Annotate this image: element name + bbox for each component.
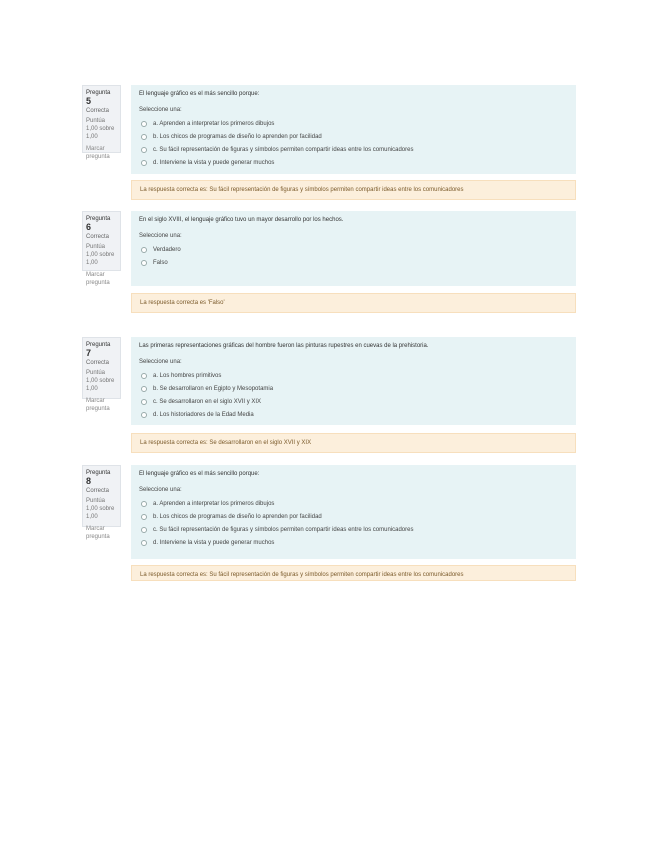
question-status: Correcta — [86, 360, 110, 366]
question-content — [131, 465, 576, 559]
radio-icon[interactable] — [141, 147, 147, 153]
radio-icon[interactable] — [141, 247, 147, 253]
feedback-box: La respuesta correcta es: Su fácil representación de figuras y símbolos permiten compartir ideas entre los comunicadores — [131, 565, 576, 581]
question-content — [131, 85, 576, 174]
question-text: El lenguaje gráfico es el más sencillo porque: — [139, 91, 260, 97]
answer-option[interactable]: a. Aprenden a interpretar los primeros dibujos — [139, 497, 568, 510]
question-text: Las primeras representaciones gráficas del hombre fueron las pinturas rupestres en cuevas de la prehistoria. — [139, 343, 429, 349]
answer-option[interactable]: b. Se desarrollaron en Egipto y Mesopotamia — [139, 382, 568, 395]
radio-icon[interactable] — [141, 412, 147, 418]
question-info — [82, 337, 121, 412]
question-content — [131, 337, 576, 425]
answer-option[interactable]: d. Los historiadores de la Edad Media — [139, 408, 568, 421]
question-number: Pregunta 5 — [86, 90, 111, 106]
answer-option[interactable]: Verdadero — [139, 243, 568, 256]
radio-icon[interactable] — [141, 540, 147, 546]
answer-option[interactable]: a. Los hombres primitivos — [139, 369, 568, 382]
feedback-box: La respuesta correcta es 'Falso' — [131, 293, 576, 313]
radio-icon[interactable] — [141, 260, 147, 266]
flag-question-link[interactable]: Marcar pregunta — [86, 526, 110, 540]
question-mark: Puntúa 1,00 sobre 1,00 — [86, 498, 115, 520]
question-number: Pregunta 8 — [86, 470, 111, 486]
question-status: Correcta — [86, 488, 110, 494]
question-text: El lenguaje gráfico es el más sencillo porque: — [139, 471, 260, 477]
radio-icon[interactable] — [141, 501, 147, 507]
answer-option[interactable]: c. Se desarrollaron en el siglo XVII y XIX — [139, 395, 568, 408]
radio-icon[interactable] — [141, 399, 147, 405]
radio-icon[interactable] — [141, 527, 147, 533]
flag-question-link[interactable]: Marcar pregunta — [86, 146, 110, 160]
flag-question-link[interactable]: Marcar pregunta — [86, 272, 110, 286]
question-prompt: Seleccione una: — [139, 233, 182, 239]
radio-icon[interactable] — [141, 121, 147, 127]
question-number: Pregunta 7 — [86, 342, 111, 358]
answer-option[interactable]: Falso — [139, 256, 568, 269]
feedback-box: La respuesta correcta es: Su fácil representación de figuras y símbolos permiten compartir ideas entre los comunicadores — [131, 180, 576, 200]
question-mark: Puntúa 1,00 sobre 1,00 — [86, 244, 115, 266]
answer-option[interactable]: d. Interviene la vista y puede generar muchos — [139, 156, 568, 169]
question-content — [131, 211, 576, 286]
flag-question-link[interactable]: Marcar pregunta — [86, 398, 110, 412]
answer-option[interactable]: d. Interviene la vista y puede generar muchos — [139, 536, 568, 549]
question-prompt: Seleccione una: — [139, 359, 182, 365]
radio-icon[interactable] — [141, 514, 147, 520]
radio-icon[interactable] — [141, 373, 147, 379]
question-prompt: Seleccione una: — [139, 107, 182, 113]
answer-option[interactable]: a. Aprenden a interpretar los primeros dibujos — [139, 117, 568, 130]
question-info — [82, 85, 121, 160]
radio-icon[interactable] — [141, 134, 147, 140]
question-prompt: Seleccione una: — [139, 487, 182, 493]
question-text: En el siglo XVIII, el lenguaje gráfico tuvo un mayor desarrollo por los hechos. — [139, 217, 344, 223]
question-status: Correcta — [86, 108, 110, 114]
question-info — [82, 465, 121, 540]
question-mark: Puntúa 1,00 sobre 1,00 — [86, 370, 115, 392]
question-info — [82, 211, 121, 286]
answer-option[interactable]: b. Los chicos de programas de diseño lo aprenden por facilidad — [139, 510, 568, 523]
feedback-box: La respuesta correcta es: Se desarrollaron en el siglo XVII y XIX — [131, 433, 576, 453]
question-status: Correcta — [86, 234, 110, 240]
question-number: Pregunta 6 — [86, 216, 111, 232]
answer-option[interactable]: c. Su fácil representación de figuras y símbolos permiten compartir ideas entre los comunicadores — [139, 143, 568, 156]
question-mark: Puntúa 1,00 sobre 1,00 — [86, 118, 115, 140]
answer-option[interactable]: c. Su fácil representación de figuras y símbolos permiten compartir ideas entre los comunicadores — [139, 523, 568, 536]
answer-option[interactable]: b. Los chicos de programas de diseño lo aprenden por facilidad — [139, 130, 568, 143]
radio-icon[interactable] — [141, 386, 147, 392]
radio-icon[interactable] — [141, 160, 147, 166]
